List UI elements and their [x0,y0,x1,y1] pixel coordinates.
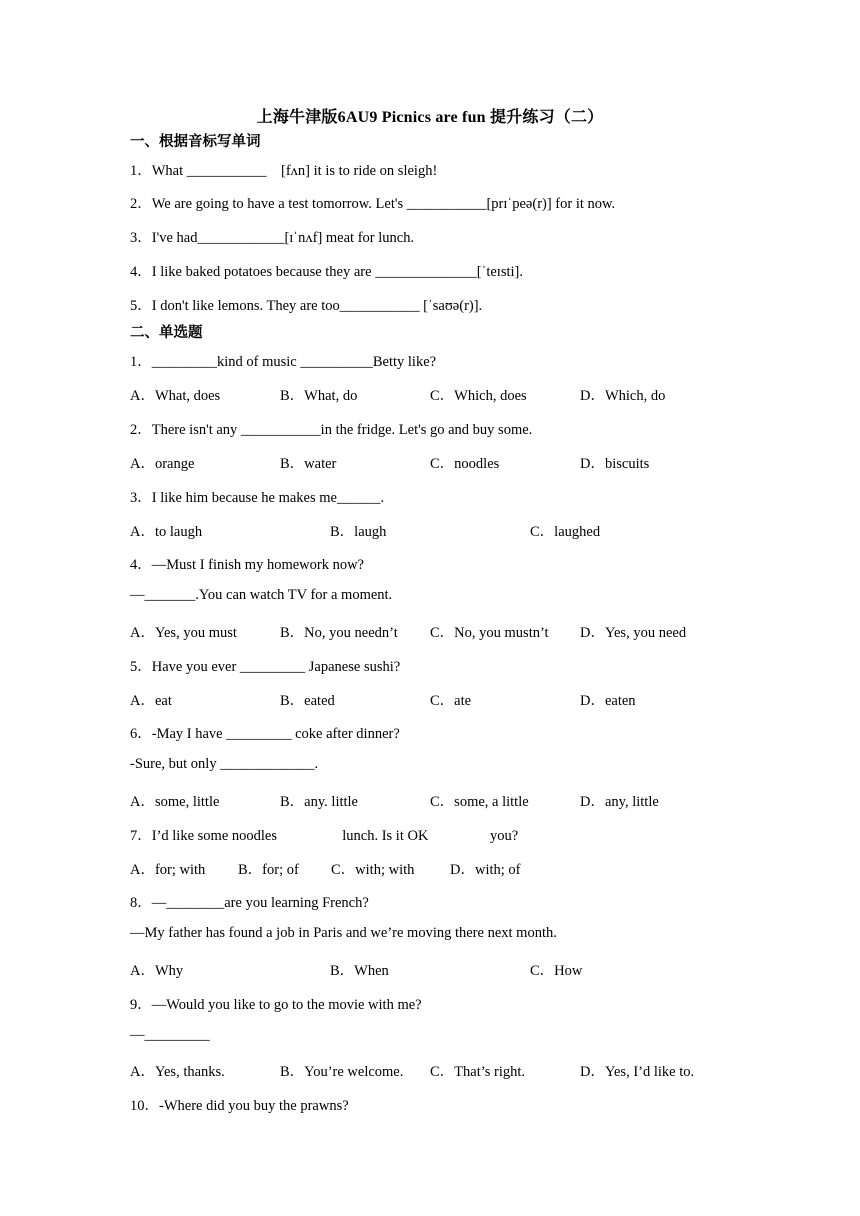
phonetic-item-1: 1．What ___________ [fʌn] it is to ride on sleigh! [130,163,438,179]
question-6-options [130,790,730,810]
question-5-options [130,689,730,709]
option-c: C．That’s right. [430,1064,526,1080]
question-8-options [130,959,730,979]
option-b: B．You’re welcome. [280,1064,404,1080]
option-a: A．to laugh [130,524,203,540]
option-b: B．for; of [238,862,299,878]
option-a: A．Yes, you must [130,625,237,641]
question-8-stem-2: —My father has found a job in Paris and we’re moving there next month. [130,925,557,941]
option-b: B．When [330,963,389,979]
question-1-options [130,384,730,404]
option-a: A．orange [130,456,195,472]
question-10-stem: 10．-Where did you buy the prawns? [130,1098,349,1114]
option-b: B．any. little [280,794,358,810]
option-a: A．for; with [130,862,206,878]
option-d: D．Which, do [580,388,666,404]
option-a: A．some, little [130,794,220,810]
option-c: C．some, a little [430,794,529,810]
question-9-stem: 9．—Would you like to go to the movie with me? [130,997,422,1013]
phonetic-item-2: 2．We are going to have a test tomorrow. Let's ___________[prɪˈpeə(r)] for it now. [130,196,616,212]
option-b: B．What, do [280,388,358,404]
phonetic-item-4: 4．I like baked potatoes because they are ______________[ˈteɪsti]. [130,264,523,280]
option-c: C．How [530,963,583,979]
option-a: A．Yes, thanks. [130,1064,225,1080]
phonetic-item-5: 5．I don't like lemons. They are too___________ [ˈsaʊə(r)]. [130,298,483,314]
section-heading-choice: 二、单选题 [130,325,203,341]
page-title: 上海牛津版6AU9 Picnics are fun 提升练习（二） [256,109,604,126]
question-1-stem: 1．_________kind of music __________Betty like? [130,354,437,370]
option-d: D．Yes, you need [580,625,687,641]
option-c: C．No, you mustn’t [430,625,549,641]
option-c: C．with; with [331,862,415,878]
question-2-stem: 2．There isn't any ___________in the fridge. Let's go and buy some. [130,422,533,438]
question-3-options [130,520,730,540]
question-5-stem: 5．Have you ever _________ Japanese sushi? [130,659,401,675]
question-4-options [130,621,730,641]
question-4-stem-2: —_______.You can watch TV for a moment. [130,587,393,603]
option-d: D．any, little [580,794,659,810]
option-b: B．water [280,456,337,472]
option-b: B．eated [280,693,335,709]
option-d: D．eaten [580,693,636,709]
option-c: C．ate [430,693,472,709]
question-4-stem: 4．—Must I finish my homework now? [130,557,364,573]
question-3-stem: 3．I like him because he makes me______. [130,490,385,506]
option-a: A．eat [130,693,172,709]
question-6-stem: 6．-May I have _________ coke after dinner? [130,726,400,742]
question-7-options [130,858,730,878]
option-c: C．laughed [530,524,601,540]
option-d: D．with; of [450,862,521,878]
option-c: C．Which, does [430,388,527,404]
option-c: C．noodles [430,456,500,472]
option-b: B．laugh [330,524,387,540]
question-2-options [130,452,730,472]
question-9-options [130,1060,730,1080]
option-b: B．No, you needn’t [280,625,398,641]
option-d: D．biscuits [580,456,650,472]
question-8-stem: 8．—________are you learning French? [130,895,369,911]
question-7-stem: 7．I’d like some noodles lunch. Is it OK you? [130,828,519,844]
section-heading-phonetics: 一、根据音标写单词 [130,134,261,150]
question-6-stem-2: -Sure, but only _____________. [130,756,319,772]
option-d: D．Yes, I’d like to. [580,1064,695,1080]
question-9-stem-2: —_________ [130,1027,210,1043]
option-a: A．Why [130,963,184,979]
phonetic-item-3: 3．I've had____________[ɪˈnʌf] meat for lunch. [130,230,415,246]
option-a: A．What, does [130,388,221,404]
